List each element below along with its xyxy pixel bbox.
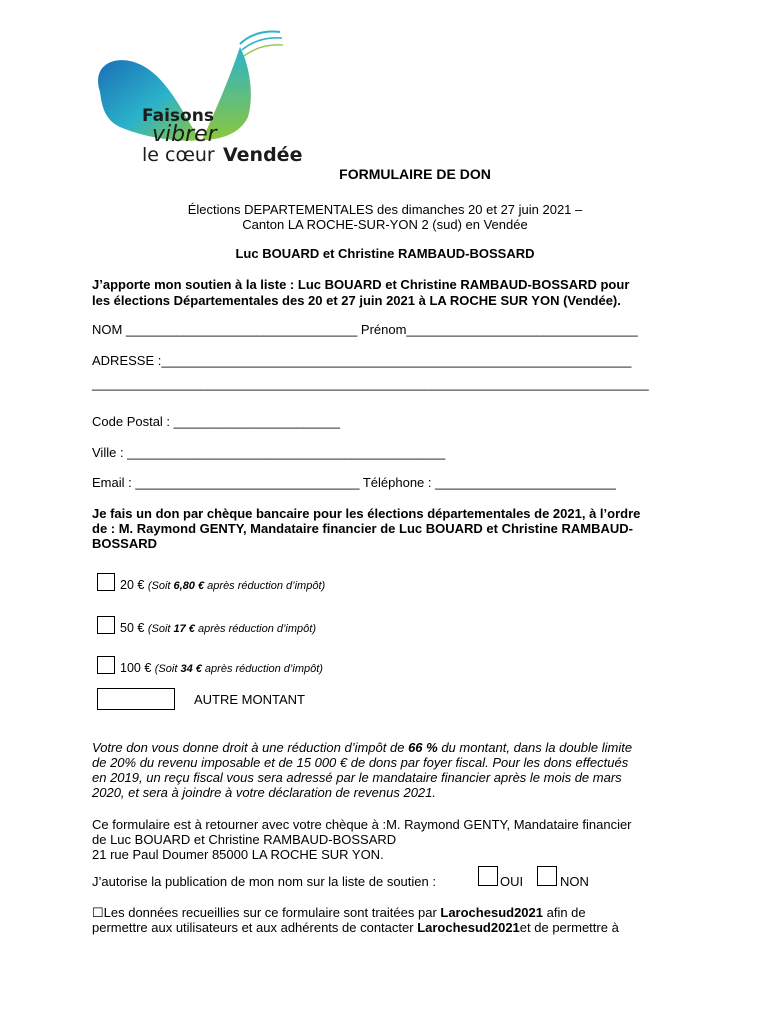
logo-line-1: Faisons bbox=[142, 106, 214, 126]
autre-montant-input[interactable] bbox=[97, 688, 175, 710]
non-label: NON bbox=[560, 874, 589, 889]
logo-line-3a: le cœur bbox=[142, 144, 215, 166]
non-checkbox[interactable] bbox=[537, 866, 557, 886]
option-100-checkbox[interactable] bbox=[97, 656, 115, 674]
cheque-line-2: de : M. Raymond GENTY, Mandataire financier de Luc BOUARD et Christine RAMBAUD- bbox=[92, 521, 634, 536]
cheque-line-1: Je fais un don par chèque bancaire pour les élections départementales de 2021, à l’ordre bbox=[92, 506, 641, 521]
return-line-2: de Luc BOUARD et Christine RAMBAUD-BOSSARD bbox=[92, 832, 397, 847]
oui-label: OUI bbox=[500, 874, 524, 889]
publication-question: J’autorise la publication de mon nom sur la liste de soutien : bbox=[92, 874, 436, 889]
support-line-1: J’apporte mon soutien à la liste : Luc BOUARD et Christine RAMBAUD-BOSSARD pour bbox=[92, 277, 630, 292]
logo-line-3b: Vendée bbox=[223, 144, 303, 166]
data-notice-line-1: ☐Les données recueillies sur ce formulaire sont traitées par Larochesud2021 afin de bbox=[92, 905, 586, 920]
nom-prenom-field[interactable]: NOM ________________________________ Prénom________________________________ bbox=[92, 322, 638, 337]
option-20-label: 20 € (Soit 6,80 € après réduction d’impôt) bbox=[120, 578, 326, 592]
election-line-1: Élections DEPARTEMENTALES des dimanches 20 et 27 juin 2021 – bbox=[187, 202, 583, 217]
ville-field[interactable]: Ville : ____________________________________________ bbox=[92, 445, 446, 460]
cheque-line-3: BOSSARD bbox=[92, 536, 158, 551]
form-title: FORMULAIRE DE DON bbox=[339, 166, 491, 182]
return-line-3: 21 rue Paul Doumer 85000 LA ROCHE SUR YON. bbox=[92, 847, 384, 862]
tax-line-3: en 2019, un reçu fiscal vous sera adressé par le mandataire financier après le mois de mars bbox=[92, 770, 622, 785]
data-notice-line-2: permettre aux utilisateurs et aux adhérents de contacter Larochesud2021et de permettre à bbox=[92, 920, 619, 935]
option-100-label: 100 € (Soit 34 € après réduction d’impôt) bbox=[120, 661, 323, 675]
autre-montant-label: AUTRE MONTANT bbox=[194, 692, 305, 707]
support-line-2: les élections Départementales des 20 et 27 juin 2021 à LA ROCHE SUR YON (Vendée). bbox=[92, 293, 621, 308]
option-50-label: 50 € (Soit 17 € après réduction d’impôt) bbox=[120, 621, 316, 635]
tax-line-4: 2020, et sera à joindre à votre déclaration de revenus 2021. bbox=[92, 785, 437, 800]
oui-checkbox[interactable] bbox=[478, 866, 498, 886]
candidates: Luc BOUARD et Christine RAMBAUD-BOSSARD bbox=[235, 246, 535, 261]
option-50-checkbox[interactable] bbox=[97, 616, 115, 634]
election-line-2: Canton LA ROCHE-SUR-YON 2 (sud) en Vendée bbox=[242, 217, 528, 232]
option-20-checkbox[interactable] bbox=[97, 573, 115, 591]
tax-line-1: Votre don vous donne droit à une réduction d’impôt de 66 % du montant, dans la double limite bbox=[92, 740, 633, 755]
campaign-logo bbox=[90, 22, 310, 172]
email-telephone-field[interactable]: Email : _______________________________ Téléphone : _________________________ bbox=[92, 475, 616, 490]
logo-line-2: vibrer bbox=[152, 122, 217, 147]
return-line-1: Ce formulaire est à retourner avec votre chèque à :M. Raymond GENTY, Mandataire financier bbox=[92, 817, 632, 832]
tax-line-2: de 20% du revenu imposable et de 15 000 € de dons par foyer fiscal. Pour les dons effectués bbox=[92, 755, 629, 770]
code-postal-field[interactable]: Code Postal : _______________________ bbox=[92, 414, 340, 429]
adresse-field[interactable]: ADRESSE :_________________________________________________________________ bbox=[92, 353, 632, 368]
adresse-field-2[interactable]: _____________________________________________________________________________ bbox=[92, 376, 649, 391]
